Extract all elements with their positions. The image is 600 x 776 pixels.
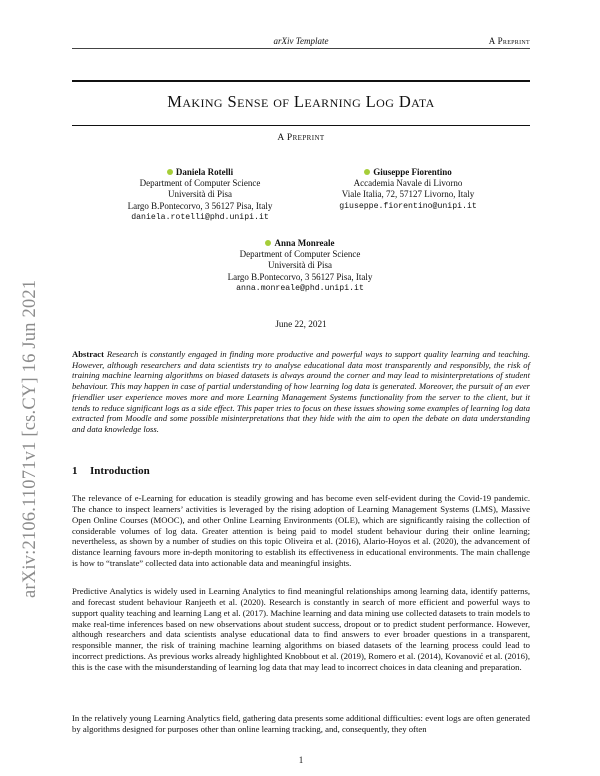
author-address: Largo B.Pontecorvo, 3 56127 Pisa, Italy [227,271,373,282]
preprint-label: A Preprint [277,133,325,143]
author-address: Largo B.Pontecorvo, 3 56127 Pisa, Italy [127,200,273,211]
author-email[interactable]: daniela.rotelli@phd.unipi.it [131,212,269,222]
page-number: 1 [298,755,304,765]
section-heading-introduction [72,465,530,477]
abstract [72,349,530,435]
orcid-icon[interactable] [167,169,173,175]
paragraph: The relevance of e-Learning for education is steadily growing and has become even self-evident during the Covid-19 pandemic. The chance to inspect learners’ activities is leveraged by the rising adoption of Learning Management Systems (LMS), Massive Open Online Courses (MOOC), and other Online Learning Environments (OLE), which are significantly raising the collection of considerable volumes of log data. Greater attention is being paid to model student behaviour during their online learning; nevertheless, as shown by a number of studies on this topic Oliveira et al. (2016), Alario-Hoyos et al. (2020), the advancement of distance learning favours more in-depth monitoring to establish its effectiveness in educational environments. The main challenge is how to “translate” collected data into actionable data and meaningful insights. [72,493,530,569]
section-number: 1 [72,465,78,477]
author-institution: Viale Italia, 72, 57127 Livorno, Italy [341,189,475,200]
arxiv-identifier-stamp[interactable]: arXiv:2106.11071v1 [cs.CY] 16 Jun 2021 [20,279,40,598]
section-title: Introduction [90,465,150,477]
author-dept: Department of Computer Science [239,249,361,260]
orcid-icon[interactable] [364,169,370,175]
paragraph: Predictive Analytics is widely used in Learning Analytics to find meaningful relationships among learning data, identify patterns, and forecast student behaviour Ranjeeth et al. (2020). Research is constantly in search of more efficient and powerful ways to support quality teaching and learning Lang et al. (2017). Machine learning and data mining use collected datasets to train models to make real-time inferences based on new observations about student success, dropout or to predict student performance. However, although researchers and data scientists analyse educational data to find answers to ever broader questions in a transparent, responsible manner, the risk of training machine learning algorithms on biased datasets of the learning process could lead to incorrect predictions. As previous works already highlighted Knobbout et al. (2019), Romero et al. (2014), Kovanović et al. (2016), this is the case with the misunderstanding of learning log data that may lead to incorrect choices in data cleaning and preparation. [72,586,530,672]
running-header-preprint: A Preprint [488,36,530,46]
abstract-label: Abstract [72,349,104,359]
author-name: Anna Monreale [274,238,335,248]
author-name: Daniela Rotelli [175,167,234,177]
author-block-rotelli [100,167,300,223]
header-rule [72,48,530,49]
author-block-monreale [200,238,400,294]
author-dept: Accademia Navale di Livorno [353,178,463,189]
author-institution: Università di Pisa [168,189,232,200]
author-block-fiorentino [308,167,508,212]
author-name: Giuseppe Fiorentino [373,167,452,177]
author-dept: Department of Computer Science [139,178,261,189]
paper-title: Making Sense of Learning Log Data [167,92,435,111]
author-email[interactable]: anna.monreale@phd.unipi.it [236,283,364,293]
title-rule-top [72,80,530,82]
running-header [72,35,530,47]
paper-date: June 22, 2021 [275,319,327,329]
title-rule-bottom [72,125,530,126]
orcid-icon[interactable] [265,240,271,246]
author-institution: Università di Pisa [268,260,332,271]
abstract-text: Research is constantly engaged in finding more productive and powerful ways to support quality learning and teaching. However, although researchers and data scientists try to analyse educational data most transparently and responsibly, the risk of training machine learning algorithms on biased datasets is always around the corner and may lead to misinterpretations of student behaviour. This may happen in case of partial understanding of how learning log data is generated. Moreover, the pursuit of an ever friendlier user experience moves more and more Learning Management Systems functionality from the server to the client, but it tends to reduce significant logs as a side effect. This paper tries to focus on these issues showing some examples of learning log data extracted from Moodle and some possible misinterpretations that they hide with the aim to open the debate on data understanding and data knowledge loss. [72,349,530,434]
paragraph: In the relatively young Learning Analytics field, gathering data presents some additional difficulties: event logs are often generated by algorithms designed for purposes other than online learning tracking, and, consequently, they often [72,713,530,734]
running-header-template: arXiv Template [273,36,329,46]
author-email[interactable]: giuseppe.fiorentino@unipi.it [339,201,477,211]
